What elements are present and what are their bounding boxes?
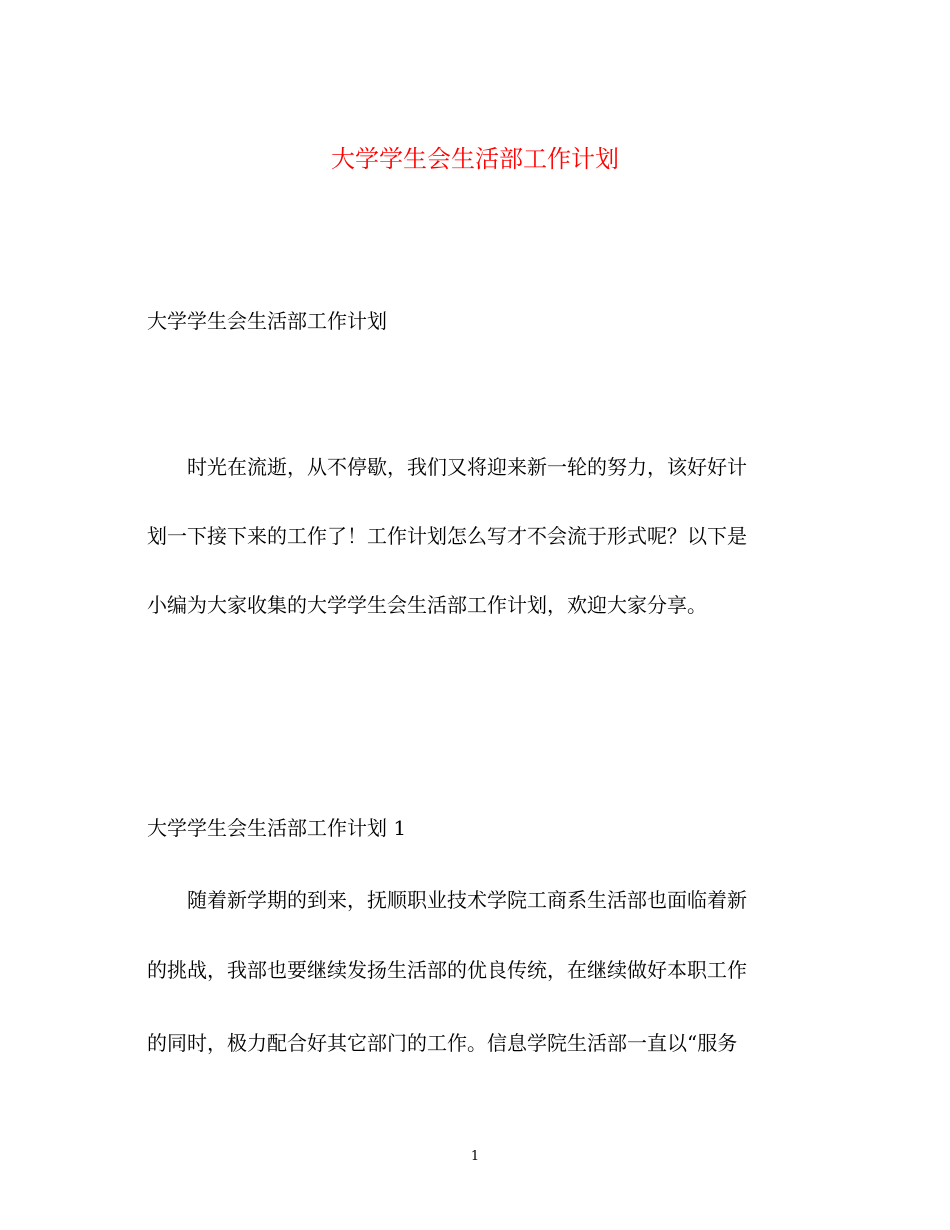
- document-subtitle: 大学学生会生活部工作计划: [147, 309, 387, 333]
- section-heading: 大学学生会生活部工作计划 1: [147, 816, 407, 840]
- intro-line: 小编为大家收集的大学学生会生活部工作计划，欢迎大家分享。: [147, 593, 707, 617]
- document-title: 大学学生会生活部工作计划: [331, 145, 619, 173]
- intro-line: 时光在流逝，从不停歇，我们又将迎来新一轮的努力，该好好计: [187, 455, 747, 479]
- section-line: 的挑战，我部也要继续发扬生活部的优良传统，在继续做好本职工作: [147, 958, 747, 982]
- section-line: 随着新学期的到来，抚顺职业技术学院工商系生活部也面临着新: [187, 888, 747, 912]
- section-line: 的同时，极力配合好其它部门的工作。信息学院生活部一直以“服务: [147, 1031, 738, 1055]
- page-number: 1: [470, 1149, 480, 1164]
- intro-line: 划一下接下来的工作了！工作计划怎么写才不会流于形式呢？以下是: [147, 524, 747, 548]
